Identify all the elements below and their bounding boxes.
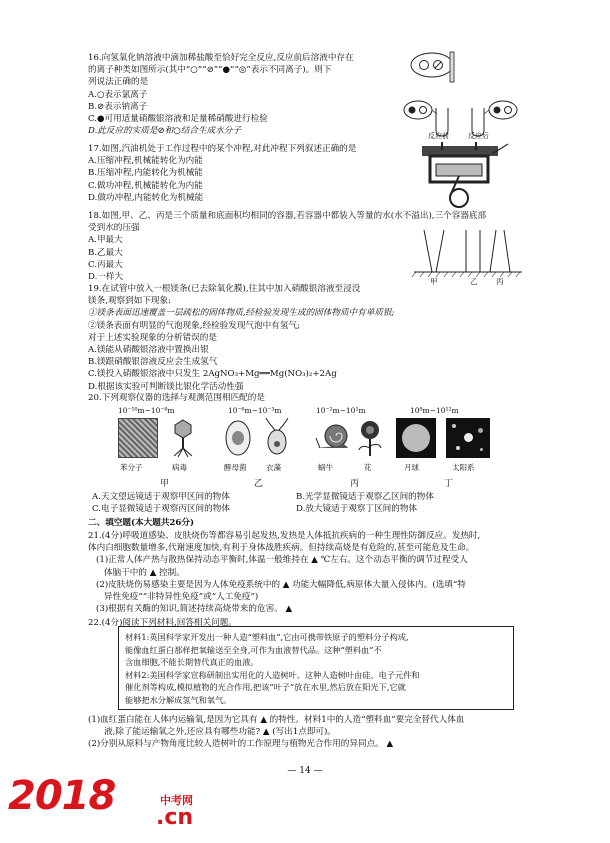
q21-part2: (2)皮肤烧伤易感染主要是因为人体免疫系统中的 ▲ 功能大幅降低,病原体大量入侵体内。(选填“特 bbox=[96, 579, 466, 590]
site-logo-number: 2018 bbox=[8, 773, 116, 819]
q19-observation-1: ①镁条表面迅速覆盖一层疏松的固体物质,经检验发现生成的固体物质中有单质银; bbox=[88, 308, 395, 319]
caption-moon: 月球 bbox=[404, 463, 419, 472]
q17-line1: 17.如图,汽油机处于工作过程中的某个冲程,对此冲程下列叙述正确的是 bbox=[88, 144, 357, 154]
q22-materials-box bbox=[118, 626, 514, 710]
q22-part2: (2)分别从原料与产物角度比较人造树叶的工作原理与植物光合作用的异同点。 ▲ bbox=[88, 739, 394, 750]
caption-benzene: 苯分子 bbox=[120, 463, 143, 472]
q21-part2-cont: 异性免疫”“非特异性免疫”或“人工免疫”) bbox=[104, 592, 259, 603]
solar-system-image bbox=[446, 418, 490, 458]
q18-option-b: B.乙最大 bbox=[88, 247, 123, 258]
material-2-line1: 材料2:美国科学家宣称研制出实用化的人造树叶。这种人造树叶由硅、电子元件和 bbox=[125, 669, 420, 680]
q18-option-a: A.甲最大 bbox=[88, 235, 123, 246]
question-21 bbox=[88, 530, 528, 615]
virus-image bbox=[170, 418, 196, 458]
site-logo-label: 中考网 bbox=[160, 794, 193, 807]
q19-option-b: B.镁跟硝酸银溶液反应会生成氢气 bbox=[88, 357, 218, 368]
q21-line1: 21.(4分)呼吸道感染、皮肤烧伤等都容易引起发热,发热是人体抵抗疾病的一种生理性防御反应。发热时, bbox=[88, 531, 481, 541]
chlamydomonas-image bbox=[262, 418, 292, 458]
container-yi-label: 乙 bbox=[470, 277, 478, 286]
range-2-label: 10⁻⁶m~10⁻³m bbox=[228, 406, 282, 415]
engine-diagram bbox=[412, 140, 517, 210]
q18-option-c: C.丙最大 bbox=[88, 259, 123, 270]
q20-option-c: C.电子显微镜适于观察丙区间的物体 bbox=[92, 504, 230, 514]
q19-line2: 镁条,观察到如下现象: bbox=[88, 296, 171, 307]
range-1-label: 10⁻¹⁰m~10⁻⁸m bbox=[118, 406, 175, 415]
caption-yeast: 酵母菌 bbox=[224, 463, 247, 472]
site-logo-domain: .cn bbox=[156, 805, 194, 830]
caption-chlamydomonas: 衣藻 bbox=[266, 463, 281, 472]
q22-part1-cont: 液,除了能运输氧之外,还应具有哪些功能? ▲ (写出1点即可)。 bbox=[104, 727, 336, 738]
q20-line1: 20.下列观察仪器的选择与观测范围相匹配的是 bbox=[88, 393, 265, 403]
fig-before-label: 反应前 bbox=[428, 132, 449, 140]
q17-option-a: A.压缩冲程,机械能转化为内能 bbox=[88, 156, 203, 167]
question-19 bbox=[88, 283, 508, 393]
material-1-line1: 材料1:英国科学家开发出一种人造“塑料血”,它由可携带铁原子的塑料分子构成, bbox=[125, 632, 409, 642]
section-2-heading: 二、填空题(本大题共26分) bbox=[88, 518, 195, 528]
range-4-label: 10⁸m~10¹²m bbox=[410, 406, 459, 415]
question-20 bbox=[88, 392, 528, 404]
q18-line1: 18.如图,甲、乙、丙是三个质量和底面积均相同的容器,若容器中都装入等量的水(水不溢出),三个容器底部 bbox=[88, 211, 487, 221]
q18-line2: 受到水的压强 bbox=[88, 223, 140, 234]
containers-diagram bbox=[410, 226, 525, 288]
q18-option-d: D.一样大 bbox=[88, 272, 124, 283]
flower-image bbox=[355, 418, 385, 458]
container-jia-label: 甲 bbox=[430, 277, 438, 286]
q19-line1: 19.在试管中放入一根镁条(已去除氧化膜),往其中加入硝酸银溶液至浸没 bbox=[88, 284, 361, 294]
q20-option-d: D.放大镜适于观察丁区间的物体 bbox=[296, 504, 418, 514]
q21-part1: (1)正常人体产热与散热保持动态平衡时,体温一般维持在 ▲ ℃左右。这个动态平衡的调节过程受人 bbox=[96, 555, 468, 566]
group-yi: 乙 bbox=[254, 479, 264, 489]
q22-part1: (1)血红蛋白能在人体内运输氧,是因为它具有 ▲ 的特性。材料1中的人造“塑料血”要完全替代人体血 bbox=[88, 715, 465, 725]
group-bing: 丙 bbox=[350, 479, 360, 489]
page-number: — 14 — bbox=[287, 766, 323, 776]
q19-option-d: D.根据该实验可判断镁比银化学活动性强 bbox=[88, 381, 244, 392]
q19-option-c: C.镁投入硝酸银溶液中只发生 2AgNO₃+Mg══Mg(NO₃)₂+2Ag bbox=[88, 369, 337, 380]
q19-line3: 对于上述实验现象的分析错误的是 bbox=[88, 332, 217, 343]
q16-line3: 列说法正确的是 bbox=[88, 77, 149, 88]
q21-line2: 体内白细胞数量增多,代谢速度加快,有利于身体战胜疾病。但持续高烧是有危险的,甚至可能危及生命。 bbox=[88, 543, 475, 554]
snail-image bbox=[314, 420, 352, 456]
group-ding: 丁 bbox=[444, 479, 454, 489]
caption-snail: 蜗牛 bbox=[318, 463, 333, 472]
material-1-line2: 能像血红蛋白那样把氧输送至全身,可作为血液替代品。这种“塑料血”不 bbox=[125, 644, 382, 655]
yeast-image bbox=[222, 418, 254, 458]
q21-part3: (3)根据有关酶的知识,简述持续高烧带来的危害。 ▲ bbox=[96, 604, 293, 615]
q16-option-d: D.此反应的实质是⊘和○结合生成水分子 bbox=[88, 126, 241, 137]
container-bing-label: 丙 bbox=[496, 277, 504, 286]
q16-option-a: A.○表示氯离子 bbox=[88, 89, 148, 100]
material-2-line3: 能够把水分解成氢气和氧气。 bbox=[125, 694, 232, 705]
caption-solar-system: 太阳系 bbox=[452, 463, 475, 472]
moon-image bbox=[396, 418, 436, 458]
caption-virus: 病毒 bbox=[172, 463, 187, 472]
q16-line2: 的离子种类如图所示(其中“○”“⊘”“●”“◎”表示不同离子)。则下 bbox=[88, 65, 332, 76]
q16-line1: 16.向氢氧化钠溶液中滴加稀盐酸至恰好完全反应,反应前后溶液中存在 bbox=[88, 53, 354, 63]
q22-line1: 22.(4分)阅读下列材料,回答相关问题。 bbox=[88, 618, 237, 628]
group-jia: 甲 bbox=[160, 479, 170, 489]
q16-ion-figure bbox=[400, 48, 520, 138]
q17-option-d: D.做功冲程,内能转化为机械能 bbox=[88, 192, 204, 203]
material-2-line2: 催化剂等构成,模拟植物的光合作用,把该“叶子”放在水里,然后放在阳光下,它就 bbox=[125, 682, 406, 693]
test-tube-diagram bbox=[400, 48, 520, 138]
q17-option-b: B.压缩冲程,内能转化为机械能 bbox=[88, 168, 203, 179]
fig-after-label: 反应后 bbox=[468, 132, 489, 140]
q20-option-a: A.天文望远镜适于观察甲区间的物体 bbox=[92, 492, 230, 502]
q19-option-a: A.镁能从硝酸银溶液中置换出银 bbox=[88, 345, 209, 356]
material-1-line3: 含血细胞,不能长期替代真正的血液。 bbox=[125, 657, 259, 668]
caption-flower: 花 bbox=[364, 463, 372, 472]
range-3-label: 10⁻²m~10¹m bbox=[316, 406, 366, 415]
q17-option-c: C.做功冲程,机械能转化为内能 bbox=[88, 180, 203, 191]
q19-observation-2: ②镁条表面有明显的气泡现象,经检验发现气泡中有氢气; bbox=[88, 320, 300, 331]
q16-option-b: B.⊘表示钠离子 bbox=[88, 101, 148, 112]
q20-option-b: B.光学显微镜适于观察乙区间的物体 bbox=[296, 492, 434, 502]
benzene-molecule-image bbox=[118, 418, 158, 458]
q21-part1-cont: 体脑干中的 ▲ 控制。 bbox=[104, 567, 185, 578]
q16-option-c: C.●可用适量硝酸银溶液和足量稀硝酸进行检验 bbox=[88, 114, 268, 125]
q22-questions bbox=[88, 714, 528, 751]
